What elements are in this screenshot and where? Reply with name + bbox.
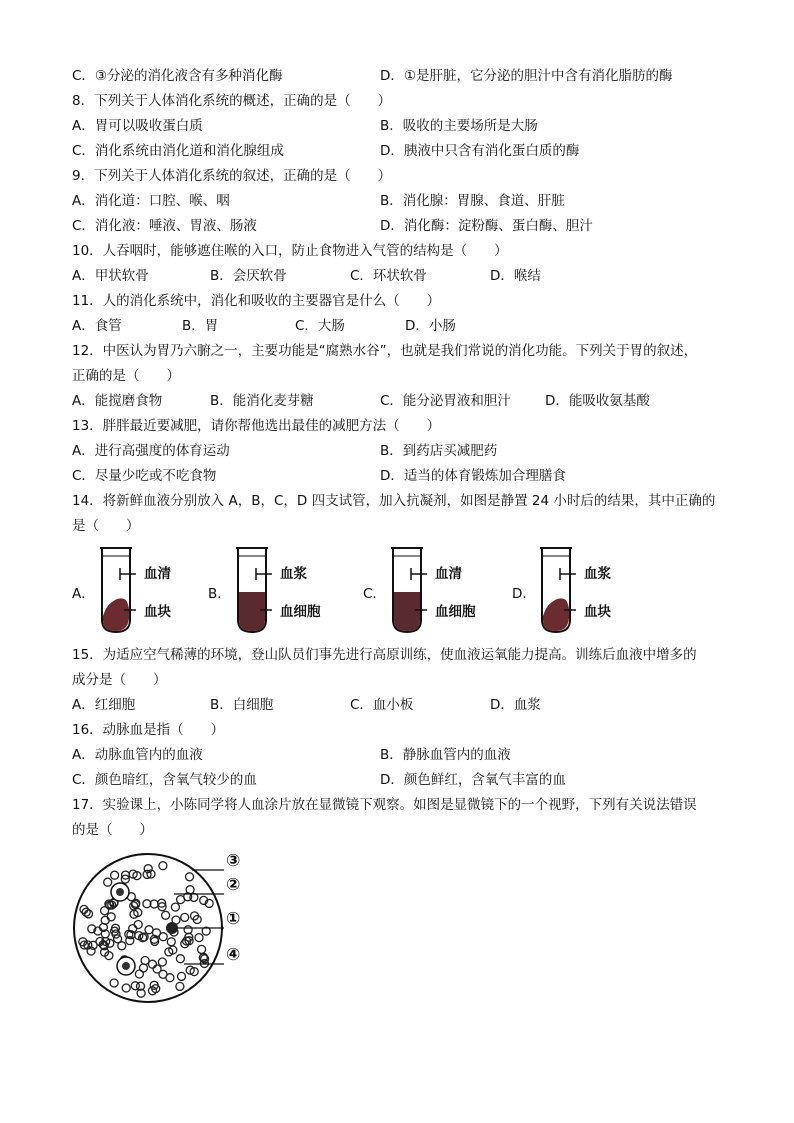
answer-option: A．能搅磨食物	[72, 393, 163, 409]
test-tube	[538, 544, 578, 636]
answer-option: C．消化系统由消化道和消化腺组成	[72, 143, 284, 159]
answer-option: D．①是肝脏，它分泌的胆汁中含有消化脂肪的酶	[380, 68, 673, 84]
answer-option: A．食管	[72, 318, 122, 334]
stained-cell	[166, 922, 178, 934]
answer-option: B．到药店买减肥药	[380, 443, 498, 459]
tube-lower-layer-label: 血细胞	[435, 604, 476, 620]
answer-option: A．甲状软骨	[72, 268, 149, 284]
answer-option: C．消化液：唾液、胃液、肠液	[72, 218, 257, 234]
question-line: 8．下列关于人体消化系统的概述，正确的是（ ）	[72, 93, 392, 109]
answer-option: C．能分泌胃液和胆汁	[380, 393, 511, 409]
tube-upper-layer-label: 血清	[144, 566, 171, 582]
answer-option: C．③分泌的消化液含有多种消化酶	[72, 68, 283, 84]
answer-option: D．颜色鲜红，含氧气丰富的血	[380, 772, 566, 788]
tube-option-letter: C．	[363, 586, 386, 602]
answer-option: D．消化酶：淀粉酶、蛋白酶、胆汁	[380, 218, 593, 234]
tube-upper-layer-label: 血浆	[280, 566, 307, 582]
answer-option: D．血浆	[490, 697, 541, 713]
blood-cells-layer	[239, 592, 265, 631]
tube-option-letter: D．	[512, 586, 536, 602]
answer-option: C．大肠	[295, 318, 345, 334]
question-line: 9．下列关于人体消化系统的叙述，正确的是（ ）	[72, 168, 392, 184]
answer-option: A．红细胞	[72, 697, 136, 713]
answer-option: D．能吸收氨基酸	[545, 393, 650, 409]
tube-lower-layer-label: 血细胞	[280, 604, 321, 620]
answer-option: B．胃	[182, 318, 219, 334]
question-line: 是（ ）	[72, 518, 140, 534]
answer-option: D．胰液中只含有消化蛋白质的酶	[380, 143, 580, 159]
tube-option-letter: A．	[72, 586, 95, 602]
tube-lower-layer-label: 血块	[584, 604, 611, 620]
tube-option-letter: B．	[208, 586, 231, 602]
tube-upper-layer-label: 血清	[435, 566, 462, 582]
cell-number-label: ③	[226, 851, 241, 871]
answer-option: B．会厌软骨	[210, 268, 287, 284]
answer-option: B．消化腺：胃腺、食道、肝脏	[380, 193, 565, 209]
answer-option: A．消化道：口腔、喉、咽	[72, 193, 230, 209]
question-line: 13．胖胖最近要减肥，请你帮他选出最佳的减肥方法（ ）	[72, 418, 441, 434]
question-line: 14．将新鲜血液分别放入 A，B，C，D 四支试管，加入抗凝剂，如图是静置 24 小时后的结果，其中正确的	[72, 493, 716, 509]
tube-lower-layer-label: 血块	[144, 604, 171, 620]
cell-number-label: ①	[226, 909, 241, 929]
answer-option: D．小肠	[405, 318, 456, 334]
cell-number-label: ④	[226, 945, 241, 965]
question-line: 15．为适应空气稀薄的环境，登山队员们事先进行高原训练，使血液运氧能力提高。训练后血液中增多的	[72, 647, 697, 663]
answer-option: D．喉结	[490, 268, 541, 284]
answer-option: C．环状软骨	[350, 268, 427, 284]
test-tube	[234, 544, 274, 636]
answer-option: A．胃可以吸收蛋白质	[72, 118, 203, 134]
answer-option: B．白细胞	[210, 697, 274, 713]
tube-upper-layer-label: 血浆	[584, 566, 611, 582]
test-tube	[389, 544, 429, 636]
question-line: 10．人吞咽时，能够遮住喉的入口，防止食物进入气管的结构是（ ）	[72, 243, 508, 259]
blood-cells-layer	[394, 592, 420, 631]
answer-option: C．颜色暗红，含氧气较少的血	[72, 772, 257, 788]
question-line: 成分是（ ）	[72, 672, 167, 688]
test-tube	[98, 544, 138, 636]
answer-option: B．吸收的主要场所是大肠	[380, 118, 538, 134]
question-line: 16．动脉血是指（ ）	[72, 722, 225, 738]
blood-clot	[543, 598, 569, 631]
answer-option: A．进行高强度的体育运动	[72, 443, 230, 459]
question-line: 17．实验课上，小陈同学将人血涂片放在显微镜下观察。如图是显微镜下的一个视野，下列有关说法错误	[72, 797, 697, 813]
answer-option: A．动脉血管内的血液	[72, 747, 203, 763]
cell-nucleus	[116, 888, 124, 896]
question-line: 11．人的消化系统中，消化和吸收的主要器官是什么（ ）	[72, 293, 441, 309]
cell-nucleus	[122, 962, 130, 970]
question-line: 的是（ ）	[72, 822, 153, 838]
question-line: 正确的是（ ）	[72, 368, 180, 384]
answer-option: D．适当的体育锻炼加合理膳食	[380, 468, 566, 484]
cell-number-label: ②	[226, 875, 241, 895]
answer-option: C．血小板	[350, 697, 414, 713]
question-line: 12．中医认为胃乃六腑之一，主要功能是“腐熟水谷”，也就是我们常说的消化功能。下列关于胃的叙述，	[72, 343, 698, 359]
answer-option: C．尽量少吃或不吃食物	[72, 468, 217, 484]
answer-option: B．能消化麦芽糖	[210, 393, 314, 409]
blood-clot	[103, 598, 129, 631]
answer-option: B．静脉血管内的血液	[380, 747, 511, 763]
